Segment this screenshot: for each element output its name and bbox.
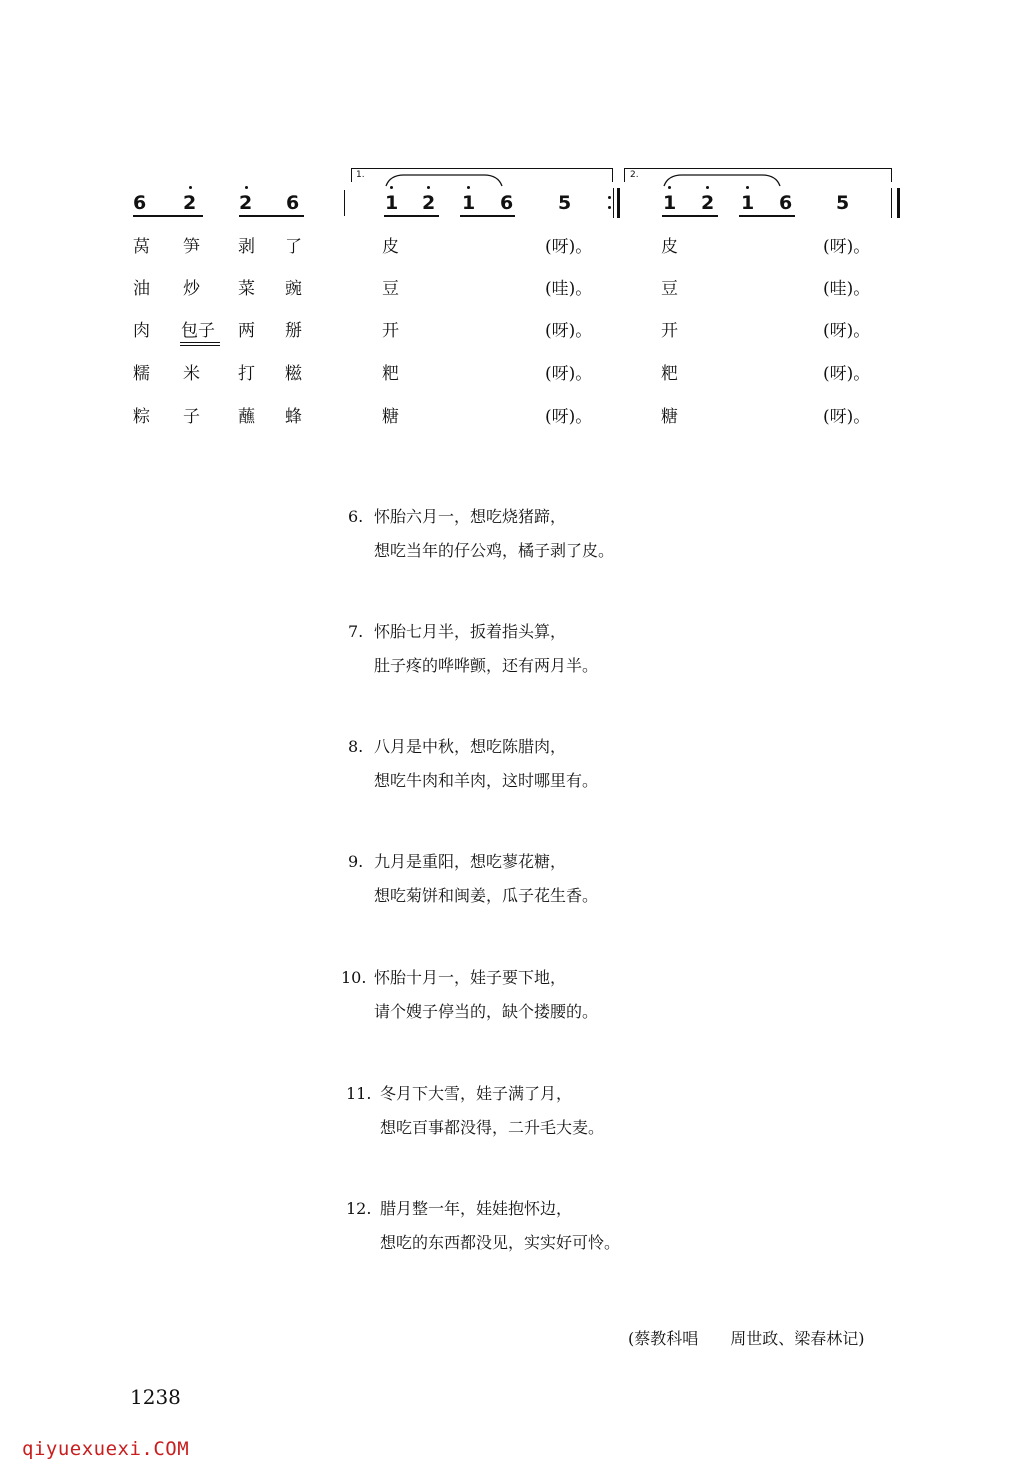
note: 5 [836,192,850,214]
volta-bracket [351,168,613,169]
verse-line-2: 肚子疼的哗哗颤，还有两月半。 [374,656,599,675]
lyric-char: 糍 [285,364,302,384]
high-dot [189,186,192,189]
lyric-char: 糖 [382,407,399,427]
high-dot [746,186,749,189]
verse-line-1: 九月是重阳，想吃蓼花糖， [374,852,567,871]
lyric-suffix: (呀)。 [823,237,871,257]
lyric-char: 蜂 [285,407,302,427]
lyric-char: 蘸 [238,407,255,427]
slur [384,172,506,188]
verse-number: 11. [346,1084,372,1103]
high-dot [390,186,393,189]
note: 1 [462,192,476,214]
lyric-suffix: (呀)。 [823,407,871,427]
verse-line-2: 想吃牛肉和羊肉，这时哪里有。 [374,771,599,790]
note: 2 [239,192,253,214]
lyric-char: 剥 [238,237,255,257]
lyric-suffix: (呀)。 [823,321,871,341]
beam-underline [239,215,304,217]
lyric-suffix: (呀)。 [823,364,871,384]
beam-underline [739,215,795,217]
barline-thick [897,188,900,218]
volta-number: 1. [356,170,365,180]
lyric-suffix: (呀)。 [545,364,593,384]
note: 2 [183,192,197,214]
note: 5 [558,192,572,214]
high-dot [706,186,709,189]
barline [613,188,614,218]
lyric-char: 了 [285,237,302,257]
beam-underline [384,215,439,217]
high-dot [467,186,470,189]
lyric-char: 打 [238,364,255,384]
note: 6 [133,192,147,214]
verse-line-1: 腊月整一年，娃娃抱怀边， [380,1199,573,1218]
verse-line-1: 八月是中秋，想吃陈腊肉， [374,737,567,756]
verse-line-1: 冬月下大雪，娃子满了月， [380,1084,573,1103]
beam-underline [460,215,515,217]
note: 1 [663,192,677,214]
lyric-word: 包子 [181,321,215,341]
volta-number: 2. [630,170,639,180]
lyric-underline [180,345,220,346]
note: 2 [422,192,436,214]
note: 1 [385,192,399,214]
high-dot [245,186,248,189]
verse-line-1: 怀胎六月一，想吃烧猪蹄， [374,507,567,526]
lyric-char: 两 [238,321,255,341]
note: 6 [500,192,514,214]
slur [662,172,784,188]
verse-line-1: 怀胎七月半，扳着指头算， [374,622,567,641]
verse-number: 6. [348,507,364,526]
verse-number: 9. [348,852,364,871]
note: 2 [701,192,715,214]
watermark: qiyuexuexi.COM [22,1438,190,1460]
note: 1 [741,192,755,214]
lyric-char: 开 [661,321,678,341]
high-dot [427,186,430,189]
lyric-char: 豌 [285,279,302,299]
lyric-char: 子 [183,407,200,427]
verse-line-2: 想吃的东西都没见，实实好可怜。 [380,1233,621,1252]
lyric-suffix: (哇)。 [545,279,593,299]
barline [344,190,345,216]
lyric-char: 粽 [133,407,150,427]
lyric-char: 皮 [382,237,399,257]
lyric-char: 笋 [183,237,200,257]
lyric-char: 米 [183,364,200,384]
beam-underline [133,215,203,217]
repeat-dot [608,196,611,199]
lyric-char: 粑 [661,364,678,384]
verse-number: 10. [341,968,367,987]
high-dot [668,186,671,189]
lyric-char: 肉 [133,321,150,341]
repeat-dot [608,206,611,209]
lyric-char: 油 [133,279,150,299]
verse-line-2: 想吃菊饼和闽姜，瓜子花生香。 [374,886,599,905]
verse-number: 7. [348,622,364,641]
verse-line-1: 怀胎十月一，娃子要下地， [374,968,567,987]
volta-bracket [624,168,892,169]
barline [891,188,892,218]
lyric-char: 炒 [183,279,200,299]
volta-bracket [351,168,352,182]
lyric-char: 粑 [382,364,399,384]
lyric-char: 菜 [238,279,255,299]
lyric-char: 掰 [285,321,302,341]
volta-bracket [624,168,625,182]
beam-underline [662,215,718,217]
lyric-suffix: (呀)。 [545,321,593,341]
lyric-char: 莴 [133,237,150,257]
page-number: 1238 [130,1385,181,1409]
note: 6 [779,192,793,214]
volta-bracket [612,168,613,182]
verse-line-2: 请个嫂子停当的，缺个搂腰的。 [374,1002,599,1021]
note: 6 [286,192,300,214]
credit-line: (蔡教科唱 周世政、梁春林记) [628,1329,865,1348]
volta-bracket [891,168,892,182]
lyric-suffix: (呀)。 [545,237,593,257]
lyric-suffix: (呀)。 [545,407,593,427]
lyric-suffix: (哇)。 [823,279,871,299]
verse-number: 12. [346,1199,372,1218]
verse-line-2: 想吃百事都没得，二升毛大麦。 [380,1118,605,1137]
lyric-char: 皮 [661,237,678,257]
lyric-char: 糖 [661,407,678,427]
lyric-char: 开 [382,321,399,341]
lyric-char: 糯 [133,364,150,384]
lyric-char: 豆 [382,279,399,299]
lyric-underline [180,342,220,343]
verse-number: 8. [348,737,364,756]
verse-line-2: 想吃当年的仔公鸡，橘子剥了皮。 [374,541,615,560]
barline-thick [617,188,620,218]
lyric-char: 豆 [661,279,678,299]
